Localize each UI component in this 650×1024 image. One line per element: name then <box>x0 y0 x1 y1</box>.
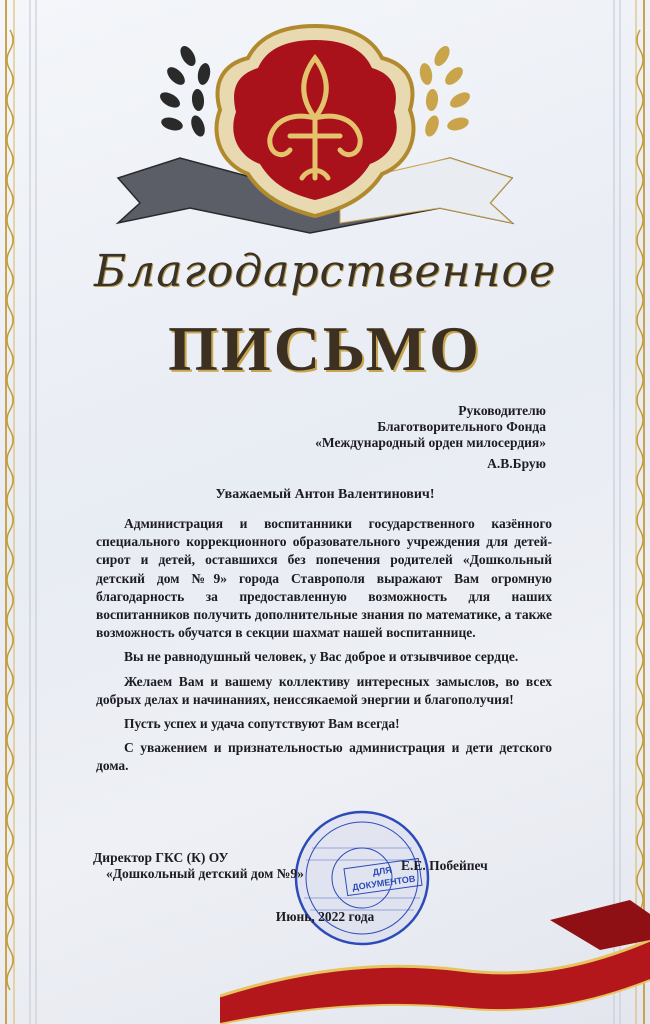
addressee-line: Благотворительного Фонда <box>377 419 546 434</box>
laurel-left-icon <box>157 43 211 138</box>
body-paragraph: Желаем Вам и вашему коллективу интересных замыслов, во всех добрых делах и начинаниях, неиссякаемой энергии и благополучия! <box>96 673 552 707</box>
left-ornamental-border <box>0 0 44 1024</box>
letter-date: Июнь, 2022 года <box>275 909 375 924</box>
body-paragraph: Администрация и воспитанники государственного казённого специального коррекционного образовательного учреждения для детей-сирот и детей, оставшихся без попечения родителей «Дошкольный детский дом №9» города Ставрополя выражают Вам огромную благодарность за предоставленную возможность для наших воспитанников получить дополнительные знания по математике, а также возможность обучатся в секции шахмат нашей воспитаннице. <box>96 516 552 641</box>
addressee-line: Руководителю <box>458 403 546 418</box>
addressee-block <box>315 403 546 451</box>
red-ribbon-decoration <box>220 900 650 1024</box>
certificate-title-main: ПИСЬМО <box>168 313 482 384</box>
addressee-line: «Международный орден милосердия» <box>315 435 546 450</box>
certificate-title-script: Благодарственное <box>93 246 557 297</box>
body-paragraph: С уважением и признательностью администрация и дети детского дома. <box>96 740 552 774</box>
body-paragraph: Вы не равнодушный человек, у Вас доброе и отзывчивое сердце. <box>124 649 519 665</box>
signatory-organization: «Дошкольный детский дом №9» <box>106 866 304 881</box>
body-paragraph: Пусть успех и удача сопутствуют Вам всегда! <box>124 716 400 732</box>
laurel-right-icon <box>418 43 472 138</box>
signatory-name: Е.Е. Побейпеч <box>401 858 488 873</box>
letter-body <box>96 515 552 776</box>
heraldic-emblem <box>110 18 520 253</box>
signatory-title: Директор ГКС (К) ОУ <box>93 850 229 865</box>
greeting: Уважаемый Антон Валентинович! <box>215 487 435 502</box>
right-ornamental-border <box>606 0 650 1024</box>
addressee-name: А.В.Брую <box>487 456 546 471</box>
stamp-label: ДЛЯ ДОКУМЕНТОВ <box>343 858 422 896</box>
